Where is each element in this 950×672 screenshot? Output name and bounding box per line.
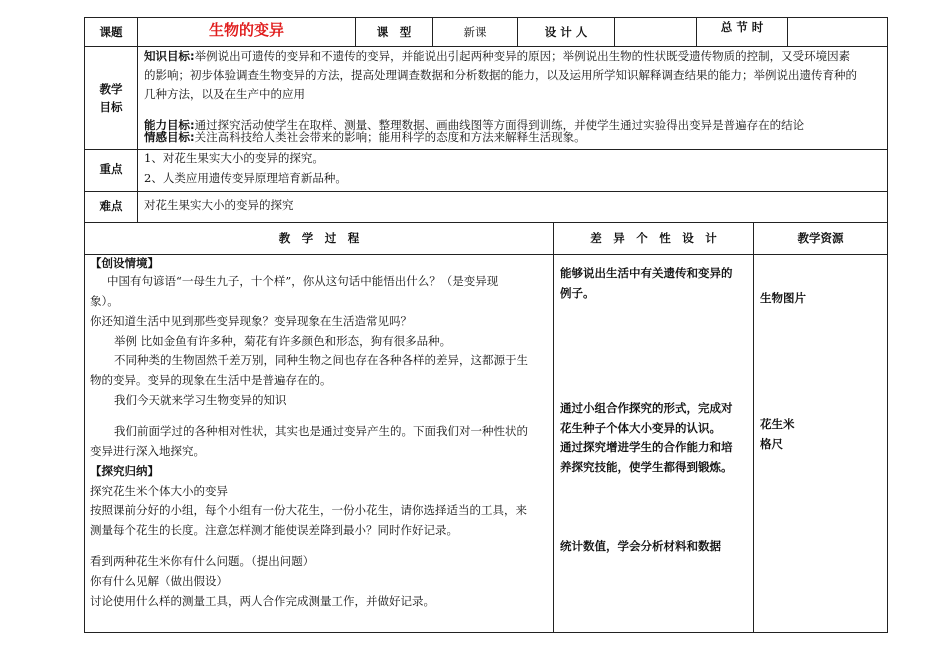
resource-peanuts: 花生米 bbox=[760, 417, 795, 431]
process-column-header: 教 学 过 程 bbox=[278, 231, 360, 245]
individual-note-2-line3: 通过探究增进学生的合作能力和培 bbox=[560, 440, 733, 454]
process-para-6-line1: 我们前面学过的各种相对性状，其实也是通过变异产生的。下面我们对一种性状的 bbox=[114, 424, 528, 438]
difficulty-label: 难点 bbox=[99, 199, 123, 213]
ability-objective-label: 能力目标: bbox=[144, 118, 195, 132]
individual-note-1-line1: 能够说出生活中有关遗传和变异的 bbox=[560, 266, 733, 280]
key-point-2: 2、人类应用遗传变异原理培育新品种。 bbox=[144, 171, 347, 185]
individual-column-header: 差 异 个 性 设 计 bbox=[590, 231, 717, 245]
knowledge-objective-line1 bbox=[144, 49, 850, 63]
process-para-5: 我们今天就来学习生物变异的知识 bbox=[114, 393, 287, 407]
section-title-inquiry: 【探究归纳】 bbox=[90, 464, 159, 478]
ability-objective-text: 通过探究活动使学生在取样、测量、整理数据、画曲线图等方面得到训练，并使学生通过实验得出变异是普遍存在的结论 bbox=[194, 118, 805, 132]
objectives-label-line1: 教学 bbox=[99, 82, 123, 96]
table-border-right bbox=[887, 17, 888, 633]
process-para-10: 你有什么见解（做出假设） bbox=[90, 574, 228, 588]
designer-label: 设 计 人 bbox=[544, 25, 588, 39]
resource-ruler: 格尺 bbox=[760, 437, 783, 451]
difficulty-text: 对花生果实大小的变异的探究 bbox=[144, 198, 294, 212]
topic-title: 生物的变异 bbox=[208, 21, 284, 39]
process-para-4-line1: 不同种类的生物固然千差万别，同种生物之间也存在各种各样的差异，这都源于生 bbox=[114, 353, 528, 367]
header-divider-7 bbox=[787, 17, 788, 46]
resource-bio-pictures: 生物图片 bbox=[760, 291, 806, 305]
process-para-11: 讨论使用什么样的测量工具，两人合作完成测量工作，并做好记录。 bbox=[90, 594, 435, 608]
individual-note-1-line2: 例子。 bbox=[560, 286, 595, 300]
table-rule-keypoints bbox=[84, 191, 888, 192]
key-points-label: 重点 bbox=[99, 162, 123, 176]
objectives-label-line2: 目标 bbox=[99, 100, 123, 114]
type-label: 课 型 bbox=[376, 25, 412, 39]
emotion-objective-text: 关注高科技给人类社会带来的影响；能用科学的态度和方法来解释生活现象。 bbox=[194, 130, 586, 144]
knowledge-objective-line3: 几种方法，以及在生产中的应用 bbox=[144, 87, 305, 101]
process-para-2: 你还知道生活中见到那些变异现象？变异现象在生活造常见吗？ bbox=[90, 314, 412, 328]
label-column-divider bbox=[137, 46, 138, 223]
knowledge-objective-line2: 的影响；初步体验调查生物变异的方法，提高处理调查数据和分析数据的能力，以及运用所学知识解释调查结果的能力；举例说出遗传育种的 bbox=[144, 68, 857, 82]
process-para-9: 看到两种花生米你有什么问题。（提出问题） bbox=[90, 554, 315, 568]
individual-note-3: 统计数值，学会分析材料和数据 bbox=[560, 539, 721, 553]
process-para-1-line2: 象）。 bbox=[90, 294, 119, 308]
individual-note-2-line1: 通过小组合作探究的形式，完成对 bbox=[560, 401, 733, 415]
key-point-1: 1、对花生果实大小的变异的探究。 bbox=[144, 151, 324, 165]
process-para-8-line1: 按照课前分好的小组，每个小组有一份大花生，一份小花生，请你选择适当的工具，来 bbox=[90, 503, 527, 517]
knowledge-objective-text: 举例说出可遗传的变异和不遗传的变异，并能说出引起两种变异的原因；举例说出生物的性状既受遗传物质的控制，又受环境因素 bbox=[194, 49, 851, 63]
individual-note-2-line4: 养探究技能，使学生都得到锻炼。 bbox=[560, 460, 733, 474]
process-column-divider bbox=[553, 222, 554, 633]
topic-label: 课题 bbox=[99, 25, 123, 39]
process-para-6-line2: 变异进行深入地探究。 bbox=[90, 444, 205, 458]
process-para-8-line2: 测量每个花生的长度。注意怎样测才能使误差降到最小？同时作好记录。 bbox=[90, 523, 458, 537]
resources-column-header: 教学资源 bbox=[797, 231, 844, 245]
process-para-1-line1: 中国有句谚语“一母生九子，十个样”，你从这句话中能悟出什么？（是变异现 bbox=[107, 274, 499, 288]
table-border-top bbox=[84, 17, 888, 18]
emotion-objective bbox=[144, 130, 586, 144]
table-rule-difficulty bbox=[84, 222, 888, 223]
hours-label: 总 节 时 bbox=[720, 20, 764, 34]
header-divider-5 bbox=[614, 17, 615, 46]
table-border-bottom bbox=[84, 632, 888, 633]
process-para-3: 举例 比如金鱼有许多种，菊花有许多颜色和形态，狗有很多品种。 bbox=[114, 334, 452, 348]
table-rule-objectives bbox=[84, 149, 888, 150]
process-para-4-line2: 物的变异。变异的现象在生活中是普遍存在的。 bbox=[90, 373, 332, 387]
resources-column-divider bbox=[753, 222, 754, 633]
type-value: 新课 bbox=[463, 25, 487, 39]
individual-note-2-line2: 花生种子个体大小变异的认识。 bbox=[560, 421, 721, 435]
table-rule-header bbox=[84, 46, 888, 47]
table-rule-columns bbox=[84, 254, 888, 255]
process-para-7: 探究花生米个体大小的变异 bbox=[90, 484, 228, 498]
emotion-objective-label: 情感目标: bbox=[144, 130, 195, 144]
knowledge-objective-label: 知识目标: bbox=[144, 49, 195, 63]
section-title-scenario: 【创设情境】 bbox=[90, 256, 159, 270]
